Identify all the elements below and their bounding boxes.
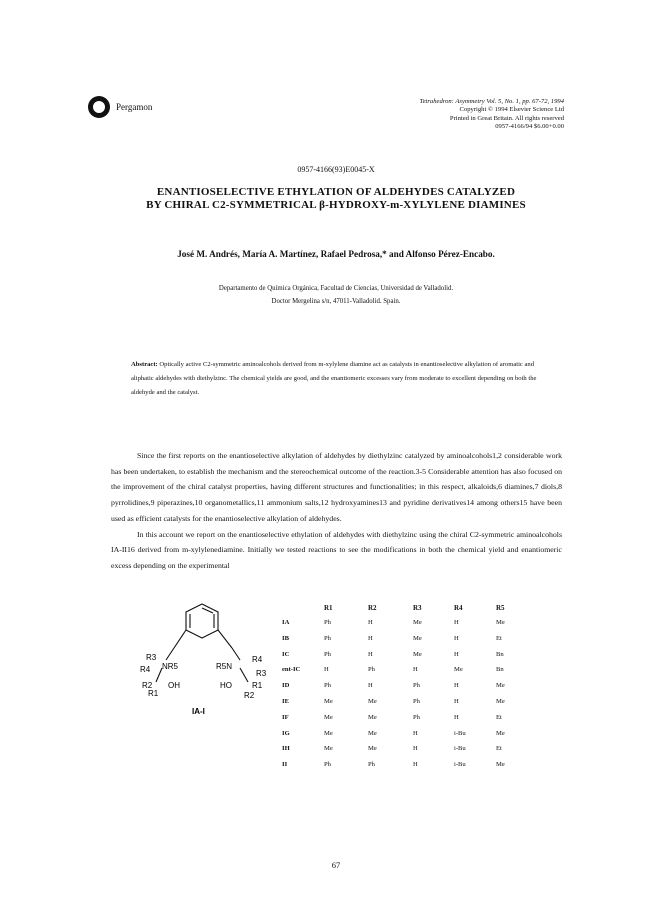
table-header: R4: [454, 604, 463, 612]
atom-r3-left: R3: [146, 653, 157, 662]
affiliation: [90, 282, 582, 308]
table-cell: H: [413, 729, 418, 737]
compound-id: IE: [282, 698, 289, 705]
atom-oh-left: OH: [168, 681, 180, 690]
printed-line: Printed in Great Britain. All rights reserved: [449, 114, 564, 122]
table-cell: Me: [454, 666, 463, 674]
atom-r2-right: R2: [244, 691, 255, 700]
compound-id: IF: [282, 713, 289, 721]
compound-id: IC: [282, 650, 290, 658]
compound-id: ent-IC: [282, 666, 301, 674]
abstract-text: Optically active C2-symmetric aminoalcohols derived from m-xylylene diamine act as catalysts in enantioselective alkylation of aromatic and aliphatic aldehydes with diethylzinc. The chemical yields are good, and the enantiomeric excesses vary from moderate to excellent depending on both the aldehyde and the catalyst.: [131, 361, 537, 397]
compound-id: II: [282, 761, 288, 769]
structure-label: IA-I: [192, 707, 205, 716]
table-cell: Ph: [368, 761, 375, 769]
journal-header: [420, 98, 564, 131]
affiliation-line-2: Doctor Mergelina s/n, 47011-Valladolid. Spain.: [271, 298, 401, 305]
atom-ho-right: HO: [220, 681, 232, 690]
table-cell: Ph: [413, 713, 420, 721]
table-cell: H: [368, 682, 373, 690]
paragraph-1: Since the first reports on the enantioselective alkylation of aldehydes by diethylzinc catalyzed by aminoalcohols1,2 considerable work has been undertaken, to establish the mechanism and the stereochemical outcome of the reaction.3-5 Considerable attention has also focused on the improvement of the chiral catalyst properties, having different structures and functionalities; in this respect, alkaloids,6 diamines,7 diols,8 pyrrolidines,9 piperazines,10 organometallics,11 ammonium salts,12 hydroxyamines13 and pyridine derivatives14 among others15 have been used as efficient catalysts for the enantioselective alkylation of aldehydes.: [111, 451, 562, 523]
paper-title: [90, 186, 582, 212]
table-cell: i-Bu: [454, 761, 466, 769]
atom-r4-right: R4: [252, 655, 263, 664]
table-header: R2: [368, 604, 377, 612]
table-cell: Me: [368, 745, 377, 753]
table-cell: Ph: [368, 666, 375, 674]
issn-line: 0957-4166/94 $6.00+0.00: [495, 122, 564, 130]
table-cell: H: [368, 650, 373, 658]
compound-id: IA: [282, 619, 290, 626]
affiliation-line-1: Departamento de Química Orgánica, Facultad de Ciencias, Universidad de Valladolid.: [218, 285, 454, 292]
table-cell: Me: [413, 634, 422, 642]
table-cell: Bn: [496, 666, 504, 674]
table-cell: Ph: [324, 682, 331, 690]
title-line-1: ENANTIOSELECTIVE ETHYLATION OF ALDEHYDES CATALYZED: [156, 186, 516, 198]
structure-diagram: [140, 596, 290, 726]
atom-r1-right: R1: [252, 681, 263, 690]
copyright-line: Copyright © 1994 Elsevier Science Ltd: [459, 106, 564, 114]
publisher-name: Pergamon: [116, 102, 153, 112]
table-cell: H: [454, 682, 459, 690]
atom-r4-left: R4: [140, 665, 151, 674]
table-cell: Bn: [496, 650, 504, 658]
compound-id: IG: [282, 729, 290, 737]
table-header: R1: [324, 604, 333, 612]
table-cell: H: [454, 634, 459, 642]
pergamon-logo-icon: [88, 96, 110, 118]
table-cell: H: [368, 634, 373, 642]
table-cell: i-Bu: [454, 745, 466, 753]
atom-nr5-left: NR5: [162, 662, 179, 671]
compound-id: ID: [282, 682, 290, 690]
table-cell: Ph: [413, 698, 420, 705]
table-cell: Ph: [324, 619, 331, 626]
doi: 0957-4166(93)E0045-X: [297, 165, 375, 174]
atom-r3-right: R3: [256, 669, 267, 678]
paragraph-2: In this account we report on the enantioselective ethylation of aldehydes with diethylzinc using the chiral C2-symmetric aminoalcohols IA-II16 derived from m-xylylenediamine. Initially we tested reactions to see the modifications in both the chemical yield and enantiomeric excess depending on the experimental: [111, 529, 562, 570]
table-cell: Et: [496, 634, 502, 642]
journal-line: Tetrahedron: Asymmetry Vol. 5, No. 1, pp. 67-72, 1994: [419, 98, 564, 105]
compound-id: IH: [282, 745, 290, 753]
table-cell: H: [368, 619, 373, 626]
atom-r2-left: R2: [142, 681, 153, 690]
table-cell: H: [454, 619, 459, 626]
title-line-2: BY CHIRAL C2-SYMMETRICAL β-HYDROXY-m-XYLYLENE DIAMINES: [146, 199, 526, 211]
table-cell: H: [454, 650, 459, 658]
table-cell: H: [454, 713, 459, 721]
table-cell: Me: [324, 729, 333, 737]
authors: José M. Andrés, María A. Martínez, Rafael Pedrosa,* and Alfonso Pérez-Encabo.: [177, 249, 495, 259]
table-cell: Ph: [324, 761, 331, 769]
table-cell: H: [413, 745, 418, 753]
abstract: [131, 358, 541, 401]
table-cell: Me: [324, 713, 333, 721]
table-cell: H: [454, 698, 459, 705]
atom-r1-left: R1: [148, 689, 159, 698]
table-cell: Me: [496, 729, 505, 737]
table-cell: Et: [496, 745, 502, 753]
table-cell: Me: [368, 729, 377, 737]
table-cell: i-Bu: [454, 729, 466, 737]
body-text: [111, 448, 562, 574]
table-cell: Me: [496, 619, 505, 626]
abstract-label: Abstract:: [131, 361, 158, 368]
compound-id: IB: [282, 634, 289, 642]
table-cell: Me: [324, 745, 333, 753]
table-cell: H: [413, 666, 418, 674]
table-header: R5: [496, 604, 505, 612]
benzene-ring: [186, 604, 218, 638]
table-cell: Me: [413, 619, 422, 626]
table-cell: Ph: [324, 634, 331, 642]
atom-r5n-right: R5N: [216, 662, 233, 671]
table-cell: Me: [368, 713, 377, 721]
table-header: R3: [413, 604, 422, 612]
table-cell: Me: [496, 761, 505, 769]
publisher-logo: [88, 96, 152, 118]
page-number: 67: [331, 860, 341, 870]
table-cell: Ph: [324, 650, 331, 658]
table-cell: H: [324, 666, 329, 674]
table-cell: Et: [496, 713, 502, 721]
table-cell: Me: [324, 698, 333, 705]
table-cell: Me: [368, 698, 377, 705]
table-cell: Me: [496, 698, 505, 705]
table-cell: Me: [413, 650, 422, 658]
table-cell: Me: [496, 682, 505, 690]
table-cell: Ph: [413, 682, 420, 690]
table-cell: H: [413, 761, 418, 769]
